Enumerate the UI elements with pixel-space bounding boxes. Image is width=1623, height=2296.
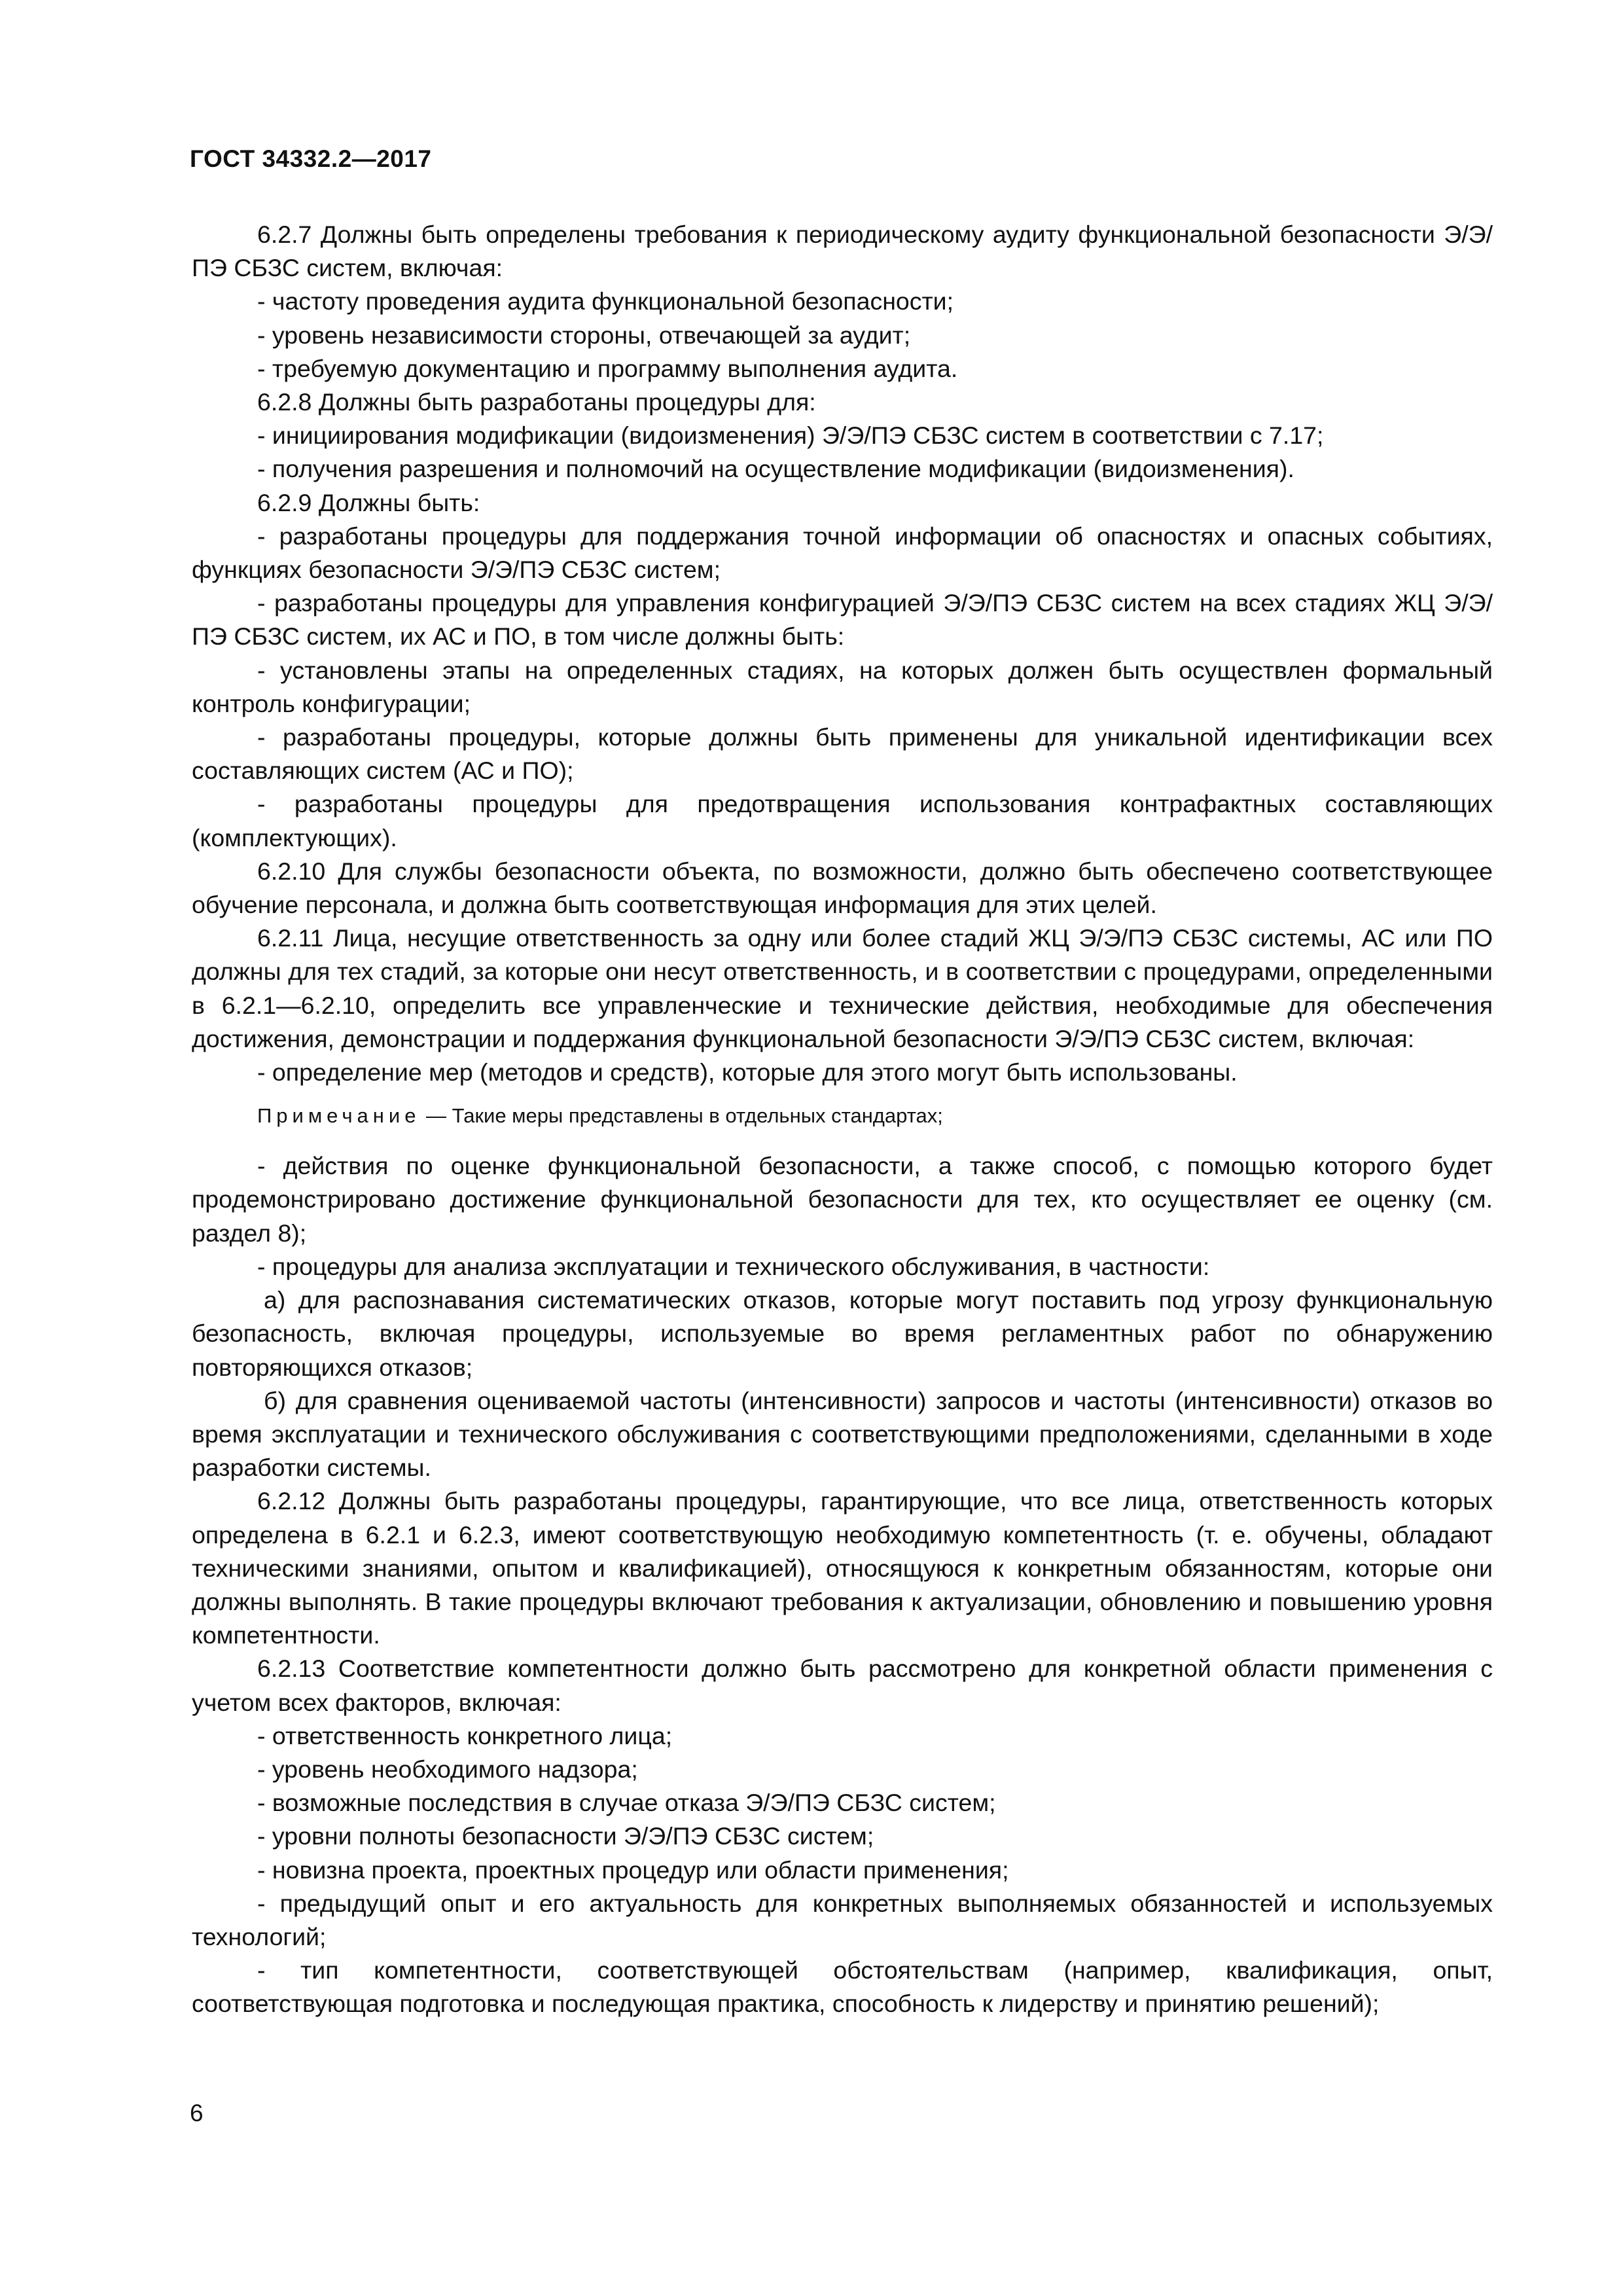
note-label: Примечание (257, 1104, 421, 1128)
list-item: - разработаны процедуры для предотвращения использования контрафактных составляющих (комплектующих). (192, 790, 1493, 852)
clause-6-2-7: 6.2.7 Должны быть определены требования к периодическому аудиту функциональной безопасности Э/Э/ПЭ СБЗС систем, включая: (192, 221, 1493, 282)
list-item: - процедуры для анализа эксплуатации и технического обслуживания, в частности: (257, 1252, 1210, 1280)
clause-6-2-9: 6.2.9 Должны быть: (257, 488, 480, 516)
note (192, 1102, 1493, 1130)
note-text: — Такие меры представлены в отдельных стандартах; (420, 1104, 943, 1128)
list-item: - разработаны процедуры для поддержания точной информации об опасностях и опасных событиях, функциях безопасности Э/Э/ПЭ СБЗС систем; (192, 522, 1493, 584)
list-item: - требуемую документацию и программу выполнения аудита. (257, 354, 958, 382)
list-item: - уровень необходимого надзора; (257, 1755, 638, 1783)
list-item: - уровень независимости стороны, отвечающей за аудит; (257, 321, 911, 349)
list-item: - инициирования модификации (видоизменения) Э/Э/ПЭ СБЗС систем в соответствии с 7.17; (257, 422, 1324, 450)
list-item: - получения разрешения и полномочий на осуществление модификации (видоизменения). (257, 455, 1294, 483)
list-item: - установлены этапы на определенных стадиях, на которых должен быть осуществлен формальный контроль конфигурации; (192, 656, 1493, 717)
list-item: - определение мер (методов и средств), которые для этого могут быть использованы. (257, 1058, 1238, 1086)
list-item: - частоту проведения аудита функциональной безопасности; (257, 287, 954, 315)
clause-6-2-10: 6.2.10 Для службы безопасности объекта, по возможности, должно быть обеспечено соответствующее обучение персонала, и должна быть соответствующая информация для этих целей. (192, 857, 1493, 919)
list-item: - возможные последствия в случае отказа Э/Э/ПЭ СБЗС систем; (257, 1789, 996, 1817)
list-item: - разработаны процедуры, которые должны быть применены для уникальной идентификации всех составляющих систем (АС и ПО); (192, 723, 1493, 785)
clause-6-2-8: 6.2.8 Должны быть разработаны процедуры для: (257, 388, 816, 416)
document-header: ГОСТ 34332.2—2017 (190, 145, 432, 172)
clause-6-2-12: 6.2.12 Должны быть разработаны процедуры, гарантирующие, что все лица, ответственность которых определена в 6.2.1 и 6.2.3, имеют соответствующую необходимую компетентность (т. е. обучены, обладают техническими знаниями, опытом и квалификацией), относящуюся к конкретным обязанностям, которые они должны выполнять. В такие процедуры включают требования к актуализации, обновлению и повышению уровня компетентности. (192, 1487, 1493, 1649)
list-item: - ответственность конкретного лица; (257, 1721, 673, 1749)
sub-item-a: а) для распознавания систематических отказов, которые могут поставить под угрозу функциональную безопасность, включая процедуры, используемые во время регламентных работ по обнаружению повторяющихся отказов; (192, 1286, 1493, 1381)
page-number: 6 (190, 2100, 204, 2126)
clause-6-2-13: 6.2.13 Соответствие компетентности должно быть рассмотрено для конкретной области применения с учетом всех факторов, включая: (192, 1655, 1493, 1716)
list-item: - действия по оценке функциональной безопасности, а также способ, с помощью которого будет продемонстрировано достижение функциональной безопасности для тех, кто осуществляет ее оценку (см. раздел 8); (192, 1152, 1493, 1247)
sub-item-b: б) для сравнения оцениваемой частоты (интенсивности) запросов и частоты (интенсивности) отказов во время эксплуатации и технического обслуживания с соответствующими предположениями, сделанными в ходе разработки системы. (192, 1386, 1493, 1482)
list-item: - новизна проекта, проектных процедур или области применения; (257, 1856, 1009, 1884)
list-item: - тип компетентности, соответствующей обстоятельствам (например, квалификация, опыт, соответствующая подготовка и последующая практика, способность к лидерству и принятию решений); (192, 1956, 1493, 2018)
clause-6-2-11: 6.2.11 Лица, несущие ответственность за одну или более стадий ЖЦ Э/Э/ПЭ СБЗС системы, АС или ПО должны для тех стадий, за которые они несут ответственность, и в соответствии с процедурами, определенными в 6.2.1—6.2.10, определить все управленческие и технические действия, необходимые для обеспечения достижения, демонстрации и поддержания функциональной безопасности Э/Э/ПЭ СБЗС систем, включая: (192, 924, 1493, 1052)
document-body (192, 218, 1493, 2021)
list-item: - разработаны процедуры для управления конфигурацией Э/Э/ПЭ СБЗС систем на всех стадиях ЖЦ Э/Э/ПЭ СБЗС систем, их АС и ПО, в том числе должны быть: (192, 589, 1493, 651)
list-item: - предыдущий опыт и его актуальность для конкретных выполняемых обязанностей и используемых технологий; (192, 1889, 1493, 1950)
list-item: - уровни полноты безопасности Э/Э/ПЭ СБЗС систем; (257, 1822, 874, 1850)
